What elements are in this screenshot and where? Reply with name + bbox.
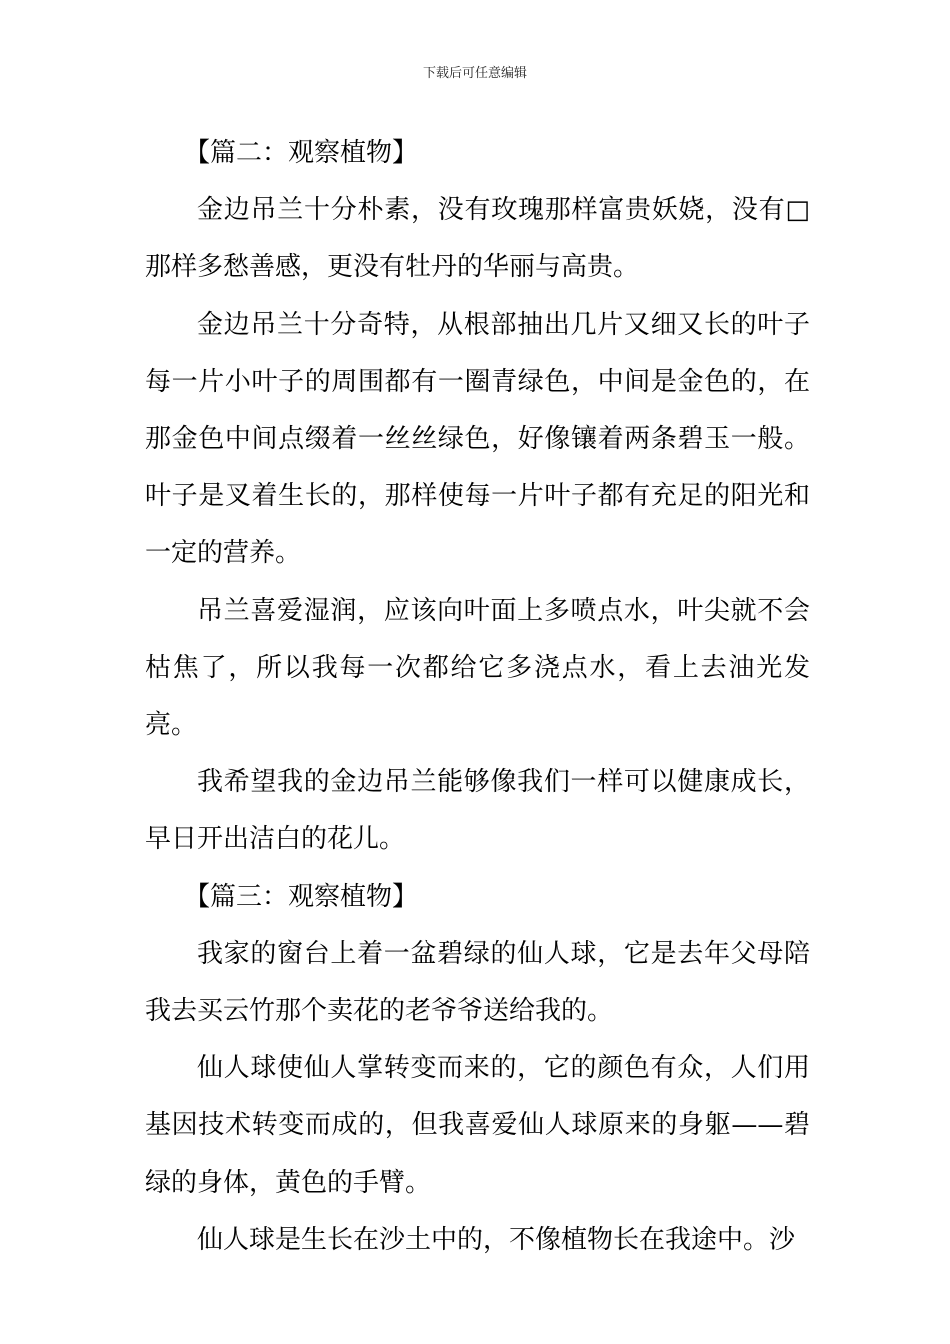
paragraph: 我希望我的金边吊兰能够像我们一样可以健康成长，早日开出洁白的花儿。 <box>145 767 810 855</box>
paragraph: 我家的窗台上着一盆碧绿的仙人球，它是去年父母陪我去买云竹那个卖花的老爷爷送给我的。 <box>145 938 810 1027</box>
paragraph: 金边吊兰十分朴素，没有玫瑰那样富贵妖娆，没有□那样多愁善感，更没有牡丹的华丽与高贵。 <box>145 195 810 283</box>
paragraph: 金边吊兰十分奇特，从根部抽出几片又细又长的叶子每一片小叶子的周围都有一圈青绿色，中间是金色的，在那金色中间点缀着一丝丝绿色，好像镶着两条碧玉一般。叶子是叉着生长的，那样使每一片叶子都有充足的阳光和一定的营养。 <box>145 309 810 569</box>
section-heading-2: 【篇二：观察植物】 <box>184 138 419 168</box>
paragraph: 仙人球是生长在沙土中的，不像植物长在我途中。沙 <box>197 1224 796 1255</box>
document-body <box>145 125 810 1269</box>
section-heading-3: 【篇三：观察植物】 <box>184 881 419 912</box>
page-header: 下载后可任意编辑 <box>422 66 527 81</box>
paragraph: 仙人球使仙人掌转变而来的，它的颜色有众，人们用基因技术转变而成的，但我喜爱仙人球原来的身躯——碧绿的身体，黄色的手臂。 <box>145 1053 810 1198</box>
paragraph: 吊兰喜爱湿润，应该向叶面上多喷点水，叶尖就不会枯焦了，所以我每一次都给它多浇点水，看上去油光发亮。 <box>145 595 810 741</box>
